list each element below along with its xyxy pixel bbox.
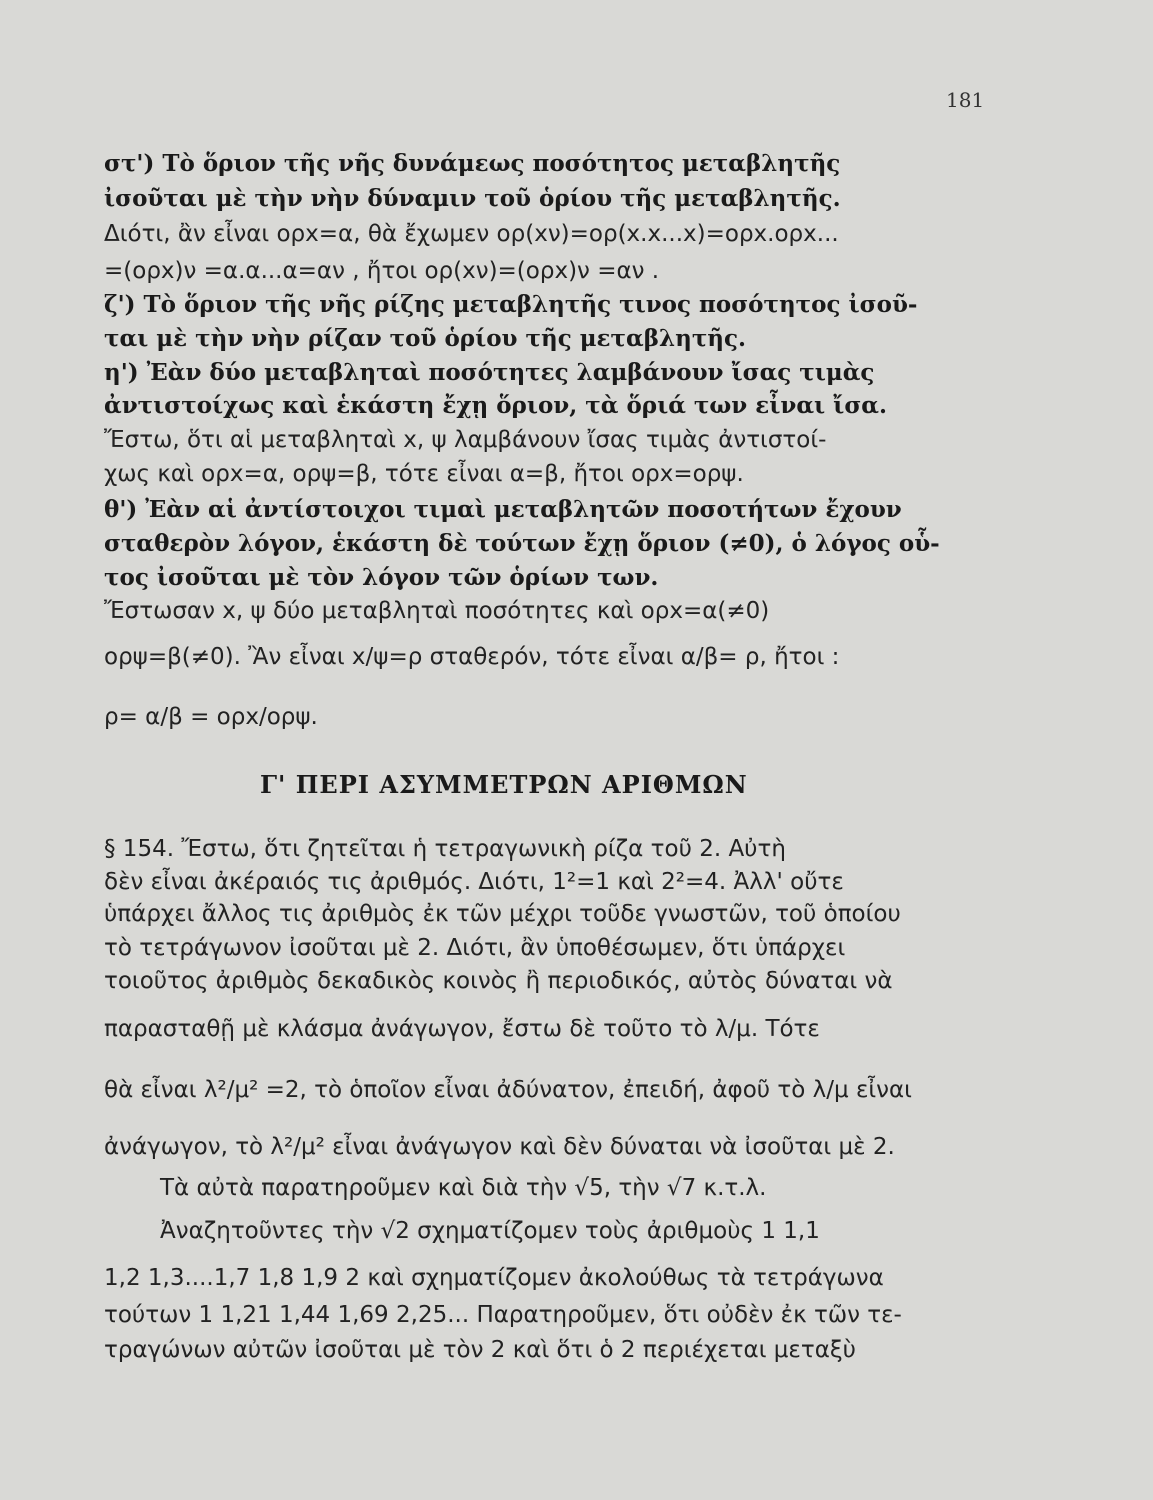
text-line: χως καὶ ορx=α, ορψ=β, τότε εἶναι α=β, ἤτοι ορx=ορψ. [104, 461, 744, 487]
paragraph-line: ἀνάγωγον, τὸ λ²/μ² εἶναι ἀνάγωγον καὶ δὲν δύναται νὰ ἰσοῦται μὲ 2. [104, 1134, 895, 1160]
formula-line: ρ= α/β = ορx/ορψ. [104, 704, 318, 730]
text-line: ἰσοῦται μὲ τὴν νὴν δύναμιν τοῦ ὁρίου τῆς μεταβλητῆς. [104, 185, 841, 212]
text-line: ζ') Τὸ ὅριον τῆς νῆς ρίζης μεταβλητῆς τινος ποσότητος ἰσοῦ- [104, 291, 918, 318]
text-line: Ἔστω, ὅτι αἱ μεταβληταὶ x, ψ λαμβάνουν ἴσας τιμὰς ἀντιστοί- [104, 427, 827, 453]
section-heading: Γ' ΠΕΡΙ ΑΣΥΜΜΕΤΡΩΝ ΑΡΙΘΜΩΝ [260, 770, 748, 799]
paragraph-line: δὲν εἶναι ἀκέραιός τις ἀριθμός. Διότι, 1²=1 καὶ 2²=4. Ἀλλ' οὔτε [104, 869, 844, 895]
text-line: σταθερὸν λόγον, ἑκάστη δὲ τούτων ἔχῃ ὅριον (≠0), ὁ λόγος οὗ- [104, 530, 940, 557]
paragraph-line: Ἀναζητοῦντες τὴν √2 σχηματίζομεν τοὺς ἀριθμοὺς 1 1,1 [160, 1218, 820, 1244]
paragraph-line: § 154. Ἔστω, ὅτι ζητεῖται ἡ τετραγωνικὴ ρίζα τοῦ 2. Αὐτὴ [104, 836, 786, 862]
text-line: Διότι, ἂν εἶναι ορx=α, θὰ ἔχωμεν ορ(xν)=ορ(x.x...x)=ορx.ορx... [104, 221, 839, 247]
paragraph-line: τοιοῦτος ἀριθμὸς δεκαδικὸς κοινὸς ἢ περιοδικός, αὐτὸς δύναται νὰ [104, 968, 893, 994]
paragraph-line: τραγώνων αὐτῶν ἰσοῦται μὲ τὸν 2 καὶ ὅτι ὁ 2 περιέχεται μεταξὺ [104, 1337, 856, 1363]
text-line: ορψ=β(≠0). Ἂν εἶναι x/ψ=ρ σταθερόν, τότε εἶναι α/β= ρ, ἤτοι : [104, 644, 840, 670]
paragraph-line: παρασταθῇ μὲ κλάσμα ἀνάγωγον, ἔστω δὲ τοῦτο τὸ λ/μ. Τότε [104, 1016, 820, 1042]
page-number: 181 [946, 88, 985, 112]
text-line: ἀντιστοίχως καὶ ἑκάστη ἔχῃ ὅριον, τὰ ὅριά των εἶναι ἴσα. [104, 392, 887, 419]
text-line: στ') Τὸ ὅριον τῆς νῆς δυνάμεως ποσότητος μεταβλητῆς [104, 150, 841, 177]
paragraph-line: τούτων 1 1,21 1,44 1,69 2,25... Παρατηροῦμεν, ὅτι οὐδὲν ἐκ τῶν τε- [104, 1302, 902, 1328]
paragraph-line: τὸ τετράγωνον ἰσοῦται μὲ 2. Διότι, ἂν ὑποθέσωμεν, ὅτι ὑπάρχει [104, 935, 846, 961]
paragraph-line: 1,2 1,3....1,7 1,8 1,9 2 καὶ σχηματίζομεν ἀκολούθως τὰ τετράγωνα [104, 1265, 884, 1291]
paragraph-line: θὰ εἶναι λ²/μ² =2, τὸ ὁποῖον εἶναι ἀδύνατον, ἐπειδή, ἀφοῦ τὸ λ/μ εἶναι [104, 1077, 912, 1103]
text-line: τος ἰσοῦται μὲ τὸν λόγον τῶν ὁρίων των. [104, 564, 659, 591]
text-line: =(ορx)ν =α.α...α=αν , ἤτοι ορ(xν)=(ορx)ν =αν . [104, 258, 660, 284]
paragraph-line: ὑπάρχει ἄλλος τις ἀριθμὸς ἐκ τῶν μέχρι τοῦδε γνωστῶν, τοῦ ὁποίου [104, 901, 901, 927]
text-line: η') Ἐὰν δύο μεταβληταὶ ποσότητες λαμβάνουν ἴσας τιμὰς [104, 359, 875, 386]
paragraph-line: Τὰ αὐτὰ παρατηροῦμεν καὶ διὰ τὴν √5, τὴν √7 κ.τ.λ. [160, 1175, 767, 1201]
text-line: ται μὲ τὴν νὴν ρίζαν τοῦ ὁρίου τῆς μεταβλητῆς. [104, 325, 747, 352]
text-line: θ') Ἐὰν αἱ ἀντίστοιχοι τιμαὶ μεταβλητῶν ποσοτήτων ἔχουν [104, 496, 902, 523]
text-line: Ἔστωσαν x, ψ δύο μεταβληταὶ ποσότητες καὶ ορx=α(≠0) [104, 598, 770, 624]
